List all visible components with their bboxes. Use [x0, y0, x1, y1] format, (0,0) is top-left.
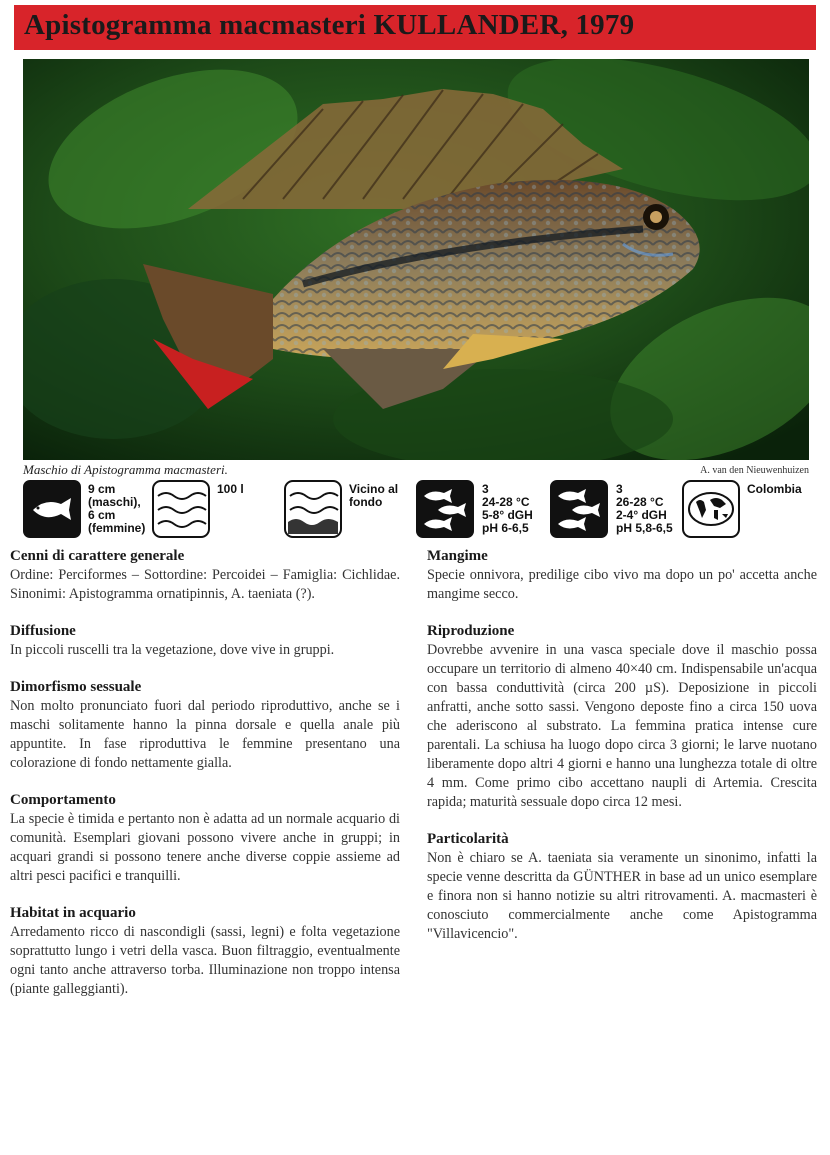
- section-title-riproduzione: Riproduzione: [427, 623, 515, 639]
- left-column: [10, 547, 400, 1017]
- section-title-comportamento: Comportamento: [10, 792, 116, 808]
- section-text-generale: Ordine: Perciformes – Sottordine: Percoidei – Famiglia: Cichlidae. Sinonimi: Apistogramma ornatipinnis, A. taeniata (?).: [10, 567, 400, 602]
- section-text-diffusione: In piccoli ruscelli tra la vegetazione, dove vive in gruppi.: [10, 642, 335, 658]
- zone-line1: Vicino al: [349, 482, 399, 496]
- photo-caption: Maschio di Apistogramma macmasteri.: [23, 462, 228, 477]
- fish-photo: [23, 59, 809, 460]
- group-fish-icon: [416, 480, 474, 538]
- water1-hardness: 5-8° dGH: [482, 508, 533, 522]
- breeding-fish-icon: [550, 480, 608, 538]
- water1-temp: 24-28 °C: [482, 495, 530, 509]
- swim-zone-icon: [284, 480, 342, 538]
- size-male-label: (maschi),: [88, 495, 141, 509]
- water1-group: 3: [482, 482, 489, 496]
- section-title-generale: Cenni di carattere generale: [10, 548, 185, 564]
- section-text-particolarita: Non è chiaro se A. taeniata sia veramente un sinonimo, infatti la specie venne descritta da GÜNTHER in base ad un unico esemplare e finora non si hanno notizie su altri ritrovamenti. A. macmasteri è conosciuto commercialmente anche come Apistogramma "Villavicencio".: [427, 850, 817, 942]
- section-text-dimorfismo: Non molto pronunciato fuori dal periodo riproduttivo, anche se i maschi solitamente hanno la pinna dorsale e quella anale più appuntite. In fase riproduttiva le femmine presentano una colorazione di fondo nettamente gialla.: [10, 698, 400, 771]
- size-female: 6 cm: [88, 508, 116, 522]
- water2-hardness: 2-4° dGH: [616, 508, 667, 522]
- section-text-comportamento: La specie è timida e pertanto non è adatta ad un normale acquario di comunità. Esemplari giovani possono vivere anche in gruppi; in acquari grandi si possono tenere anche diverse coppie assieme ad altri pesci pacifici e tranquilli.: [10, 811, 400, 884]
- size-male: 9 cm: [88, 482, 116, 496]
- world-map-icon: [682, 480, 740, 538]
- section-title-habitat: Habitat in acquario: [10, 905, 136, 921]
- size-female-label: (femmine): [88, 521, 146, 535]
- tank-volume-icon: [152, 480, 210, 538]
- section-title-particolarita: Particolarità: [427, 831, 509, 847]
- zone-line2: fondo: [349, 495, 383, 509]
- section-title-diffusione: Diffusione: [10, 623, 76, 639]
- tank-volume: 100 l: [217, 482, 244, 496]
- title-bar: [14, 5, 816, 50]
- section-title-mangime: Mangime: [427, 548, 488, 564]
- water2-temp: 26-28 °C: [616, 495, 664, 509]
- fish-size-icon: [23, 480, 81, 538]
- section-title-dimorfismo: Dimorfismo sessuale: [10, 679, 142, 695]
- water2-ph: pH 5,8-6,5: [616, 521, 673, 535]
- section-text-mangime: Specie onnivora, predilige cibo vivo ma dopo un po' accetta anche mangime secco.: [427, 567, 817, 602]
- water2-group: 3: [616, 482, 623, 496]
- water1-ph: pH 6-6,5: [482, 521, 529, 535]
- page-title: Apistogramma macmasteri KULLANDER, 1979: [24, 9, 635, 41]
- photo-credit: A. van den Nieuwenhuizen: [700, 465, 809, 476]
- origin-country: Colombia: [747, 482, 802, 496]
- right-column: [427, 547, 817, 962]
- section-text-riproduzione: Dovrebbe avvenire in una vasca speciale dove il maschio possa occupare un territorio di almeno 40×40 cm. Indispensabile un'acqua con bassa conduttività (circa 200 µS). Deposizione in piccoli anfratti, anche sotto sassi. Vengono deposte fino a circa 150 uova che aderiscono al substrato. La femmina pratica intense cure parentali. La schiusa ha luogo dopo circa 3 giorni; le larve nuotano liberamente dopo altri 4 giorni e hanno una lunghezza totale di oltre 4 mm. Come primo cibo accettano naupli di Artemia. Crescita rapida; maturità sessuale dopo circa 12 mesi.: [427, 642, 817, 810]
- section-text-habitat: Arredamento ricco di nascondigli (sassi, legni) e folta vegetazione soprattutto lungo i vetri della vasca. Buon filtraggio, eventualmente ogni tanto anche attraverso torba. Illuminazione non troppo intensa (piante galleggianti).: [10, 924, 400, 997]
